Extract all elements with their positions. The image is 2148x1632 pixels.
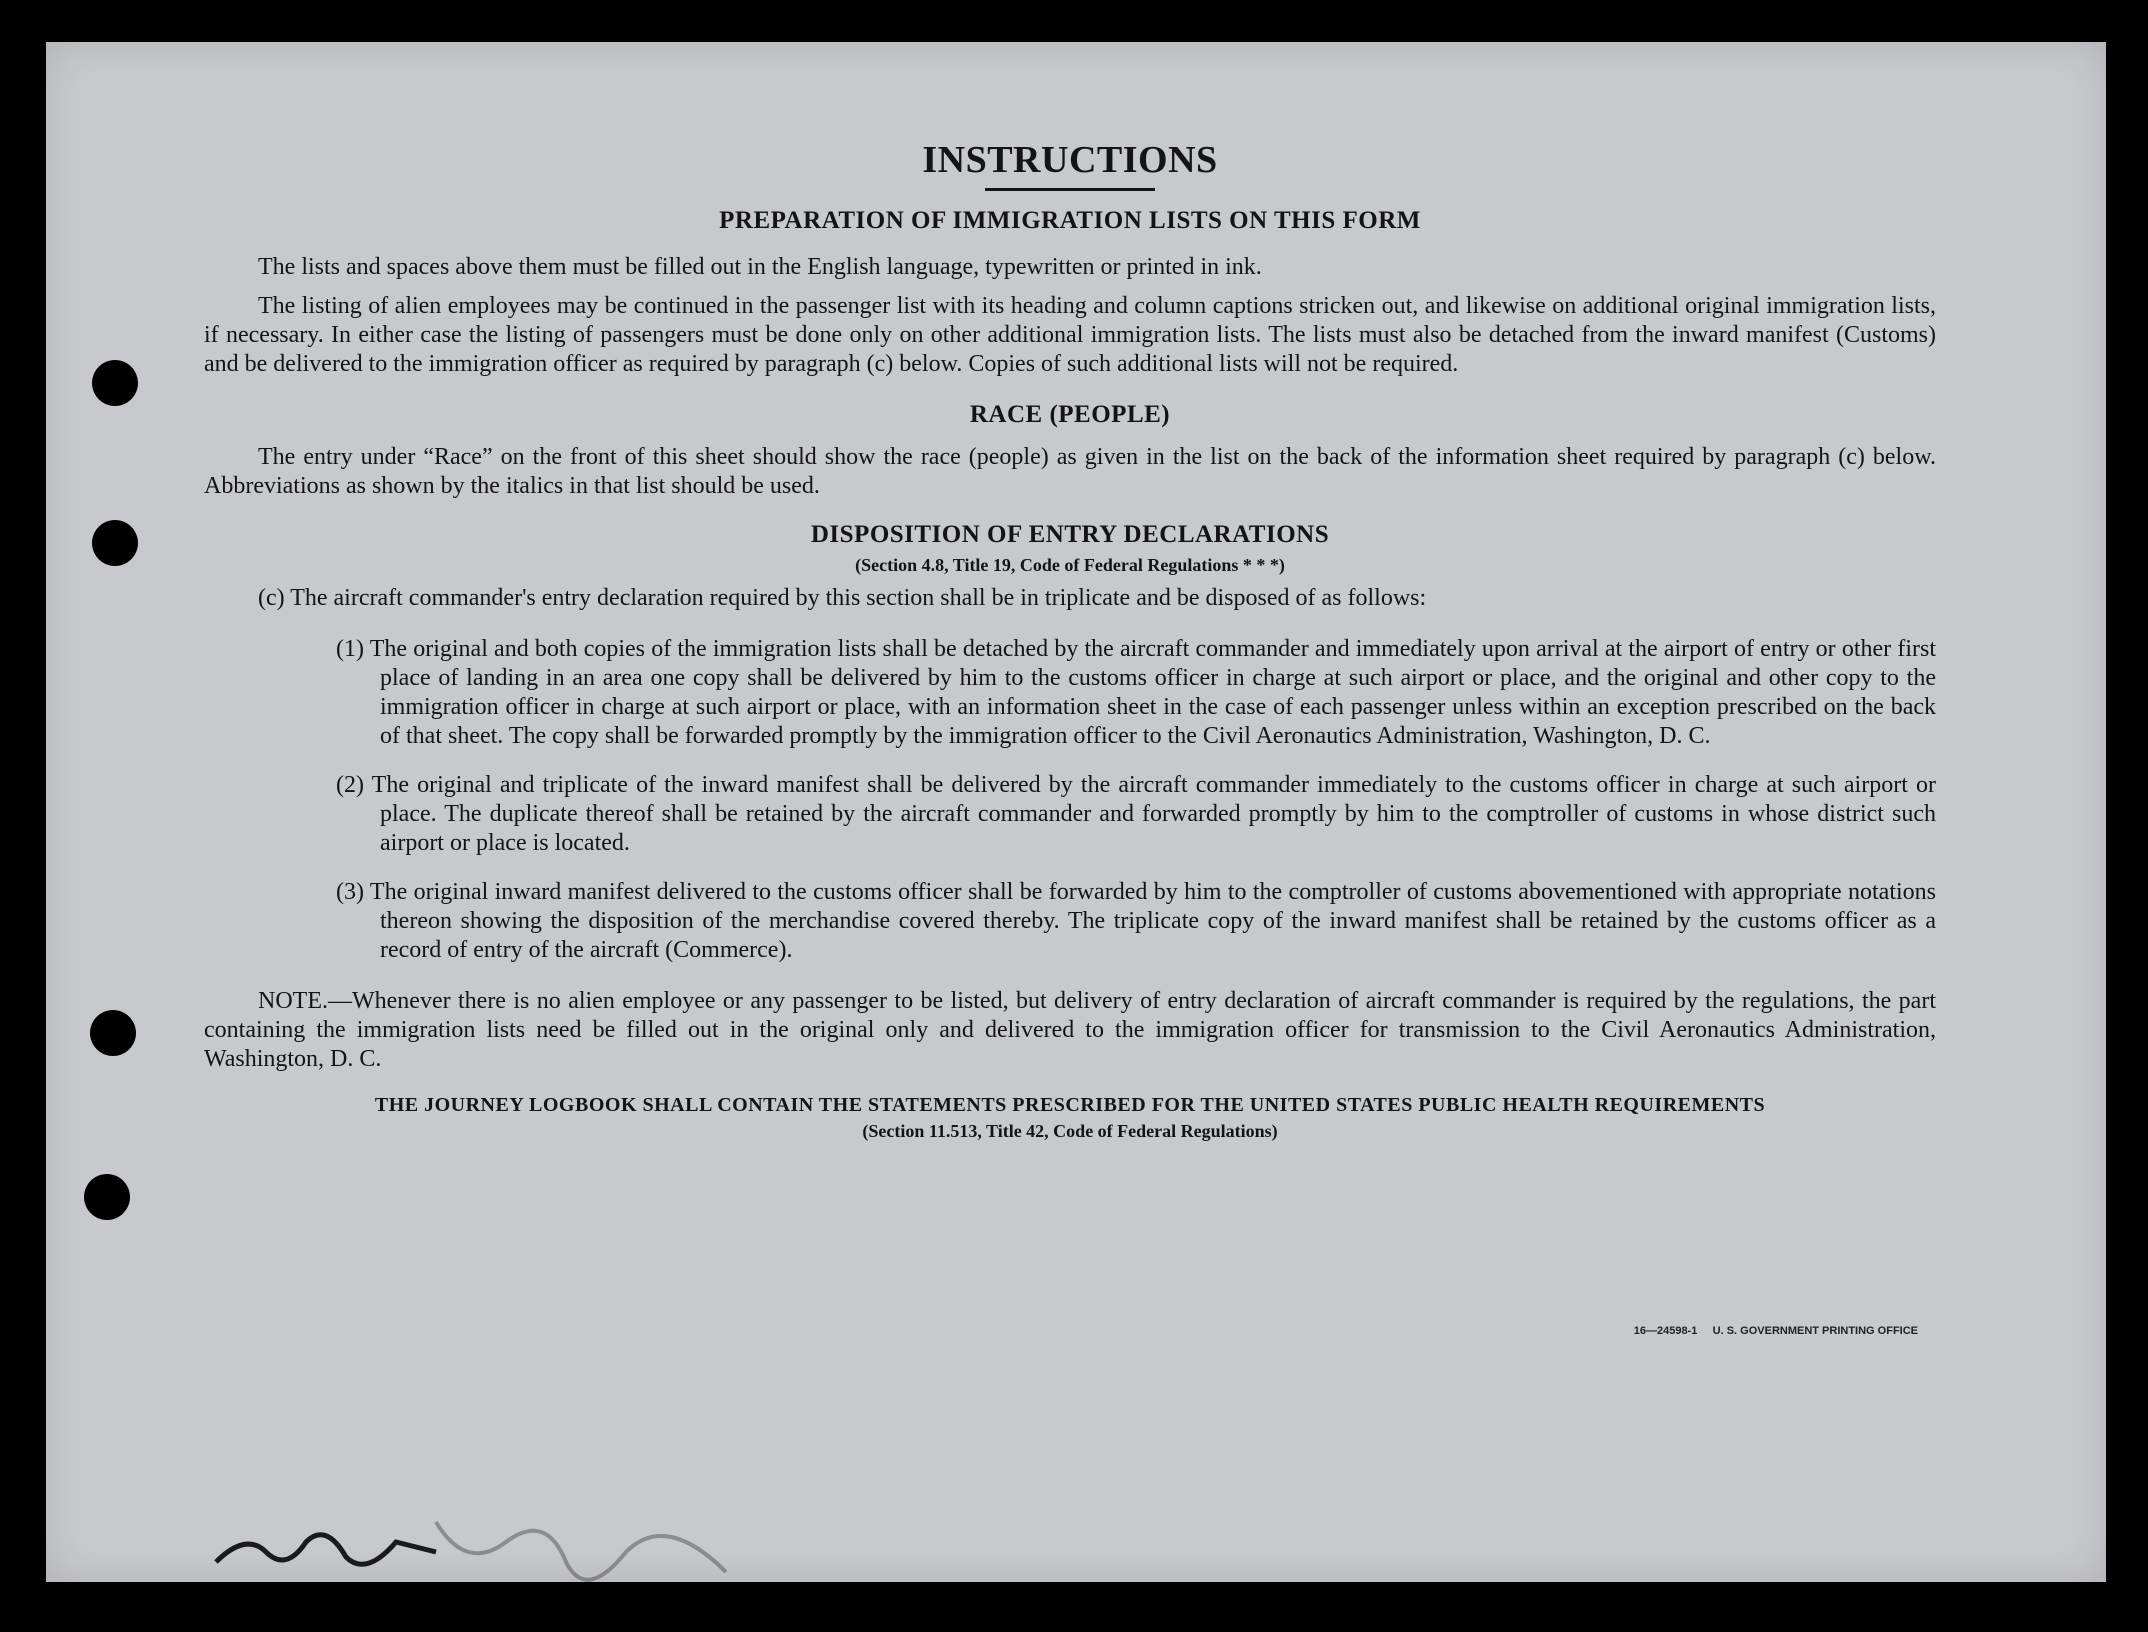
- disposition-heading: DISPOSITION OF ENTRY DECLARATIONS: [810, 521, 1330, 548]
- immigration-heading: PREPARATION OF IMMIGRATION LISTS ON THIS FORM: [719, 207, 1421, 234]
- disposition-item: (2) The original and triplicate of the inward manifest shall be delivered by the aircraft commander immediately to the customs officer in charge at such airport or place. The duplicate thereof shall be retained by the aircraft commander and forwarded promptly by him to the comptroller of customs in whose district such airport or place is located.: [336, 772, 1936, 856]
- disposition-citation: (Section 4.8, Title 19, Code of Federal Regulations * * *): [855, 555, 1285, 575]
- title-underline: [985, 188, 1155, 191]
- printing-office: U. S. GOVERNMENT PRINTING OFFICE: [1712, 1325, 1918, 1337]
- form-number: 16—24598-1: [1633, 1325, 1698, 1337]
- disposition-item: (3) The original inward manifest delivered to the customs officer shall be forwarded by him to the comptroller of customs abovementioned with appropriate notations thereon showing the disposition of the merchandise covered thereby. The triplicate copy of the inward manifest shall be retained by the customs officer as a record of entry of the aircraft (Commerce).: [336, 879, 1936, 963]
- disposition-intro: (c) The aircraft commander's entry declaration required by this section shall be in triplicate and be disposed of as follows:: [258, 585, 1427, 611]
- logbook-statement: THE JOURNEY LOGBOOK SHALL CONTAIN THE STATEMENTS PRESCRIBED FOR THE UNITED STATES PUBLIC HEALTH REQUIREMENTS: [374, 1094, 1766, 1116]
- race-heading: RACE (PEOPLE): [969, 401, 1171, 428]
- punch-hole: [92, 520, 138, 566]
- punch-hole: [84, 1174, 130, 1220]
- signature: [206, 1482, 766, 1632]
- race-paragraph: The entry under “Race” on the front of this sheet should show the race (people) as given in the list on the back of the information sheet required by paragraph (c) below. Abbreviations as shown by the italics in that list should be used.: [204, 444, 1936, 499]
- note-paragraph: NOTE.—Whenever there is no alien employee or any passenger to be listed, but delivery of entry declaration of aircraft commander is required by the regulations, the part containing the immigration lists need be filled out in the original only and delivered to the immigration officer for transmission to the Civil Aeronautics Administration, Washington, D. C.: [204, 988, 1936, 1072]
- punch-hole: [92, 360, 138, 406]
- page-title: INSTRUCTIONS: [922, 139, 1218, 181]
- disposition-item: (1) The original and both copies of the immigration lists shall be detached by the aircraft commander and immediately upon arrival at the airport of entry or other first place of landing in an area one copy shall be delivered by him to the customs officer in charge at such airport or place, and the original and other copy to the immigration officer in charge at such airport or place, with an information sheet in the case of each passenger unless within an exception prescribed on the back of that sheet. The copy shall be forwarded promptly by the immigration officer to the Civil Aeronautics Administration, Washington, D. C.: [336, 636, 1936, 749]
- immigration-paragraph: The listing of alien employees may be continued in the passenger list with its heading and column captions stricken out, and likewise on additional original immigration lists, if necessary. In either case the listing of passengers must be done only on other additional immigration lists. The lists must also be detached from the inward manifest (Customs) and be delivered to the immigration officer as required by paragraph (c) below. Copies of such additional lists will not be required.: [204, 293, 1936, 377]
- instructions-content: [204, 100, 1936, 1142]
- logbook-citation: (Section 11.513, Title 42, Code of Federal Regulations): [862, 1121, 1278, 1141]
- printer-imprint: [1634, 1325, 1918, 1337]
- immigration-paragraph: The lists and spaces above them must be filled out in the English language, typewritten or printed in ink.: [258, 254, 1262, 280]
- punch-hole: [90, 1010, 136, 1056]
